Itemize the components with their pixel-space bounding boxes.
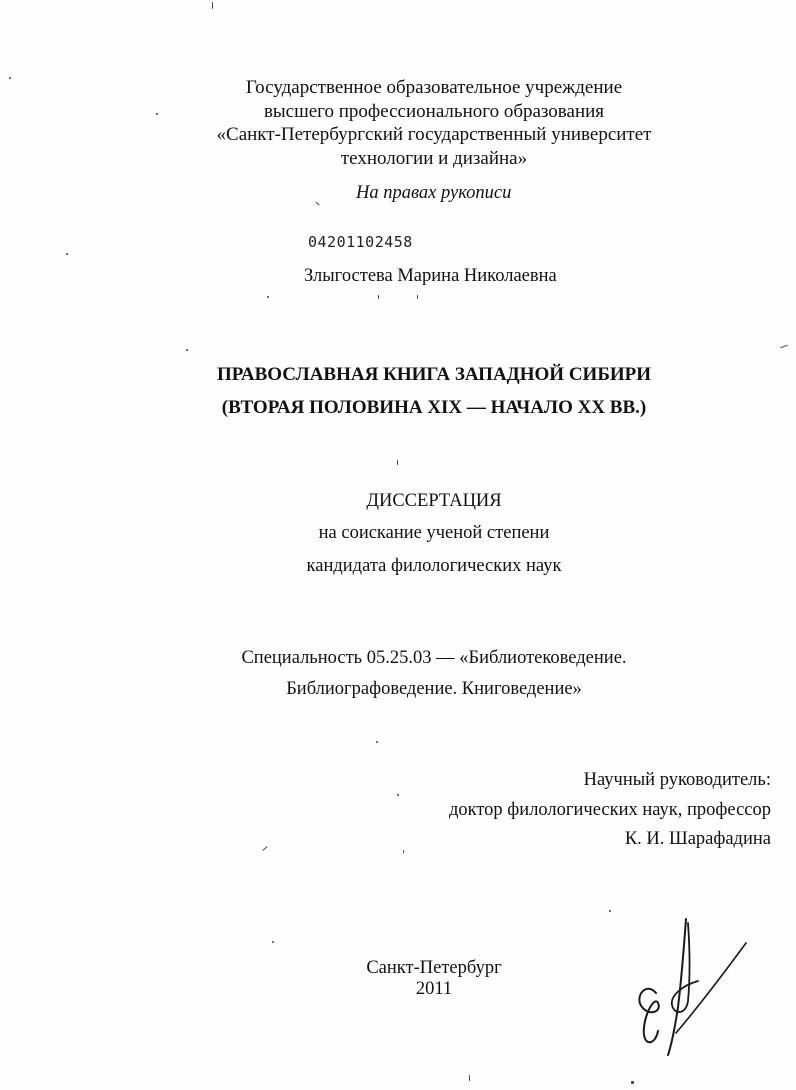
scan-speck: [376, 741, 378, 743]
scan-speck: [417, 295, 418, 299]
institution-line: Государственное образовательное учреждение: [245, 77, 623, 98]
signature-stroke: [676, 943, 746, 1033]
scan-speck: [212, 2, 213, 9]
stamp-number: 04201102458: [308, 233, 413, 251]
specialty-line: Специальность 05.25.03 — «Библиотековедение.: [241, 648, 627, 668]
scan-speck: [631, 1081, 634, 1084]
specialty-line: Библиографоведение. Книговедение»: [286, 679, 582, 699]
scan-speck: [469, 1075, 470, 1081]
dissertation-heading: ДИССЕРТАЦИЯ: [366, 491, 502, 511]
scan-speck: [609, 910, 611, 912]
dissertation-title: [0, 358, 796, 424]
scan-speck: [267, 296, 269, 298]
year: 2011: [415, 979, 453, 999]
institution-header: [0, 76, 796, 170]
scan-speck: [397, 794, 399, 796]
institution-line: высшего профессионального образования: [263, 100, 605, 122]
advisor-label: Научный руководитель:: [583, 770, 771, 790]
city: Санкт-Петербург: [366, 958, 502, 978]
scan-speck: [9, 77, 11, 79]
degree-purpose: на соискание ученой степени: [318, 523, 550, 543]
dissertation-type: [0, 487, 796, 581]
scan-speck: [262, 846, 267, 851]
scientific-advisor: [449, 766, 771, 855]
advisor-degree: доктор филологических наук, профессор: [448, 799, 771, 820]
manuscript-note: На правах рукописи: [356, 183, 512, 203]
scan-speck: [378, 295, 379, 299]
author-name: Злыгостева Марина Николаевна: [304, 266, 557, 286]
scan-speck: [397, 460, 398, 465]
scan-speck: [780, 345, 788, 349]
degree-name: кандидата филологических наук: [306, 556, 562, 576]
signature-stroke: [639, 989, 658, 1043]
title-line: ПРАВОСЛАВНАЯ КНИГА ЗАПАДНОЙ СИБИРИ: [216, 364, 652, 385]
scan-speck: [66, 253, 68, 255]
advisor-name: К. И. Шарафадина: [624, 829, 771, 849]
institution-line: технологии и дизайна»: [340, 147, 528, 169]
scan-speck: [403, 850, 404, 853]
handwritten-signature: [628, 915, 758, 1065]
specialty: [0, 643, 796, 705]
scan-speck: [186, 349, 188, 351]
scan-speck: [156, 113, 158, 115]
scan-speck: [315, 202, 319, 206]
title-line: (ВТОРАЯ ПОЛОВИНА XIX — НАЧАЛО XX ВВ.): [221, 397, 647, 418]
scan-speck: [272, 941, 274, 943]
institution-line: «Санкт-Петербургский государственный университет: [216, 124, 652, 145]
